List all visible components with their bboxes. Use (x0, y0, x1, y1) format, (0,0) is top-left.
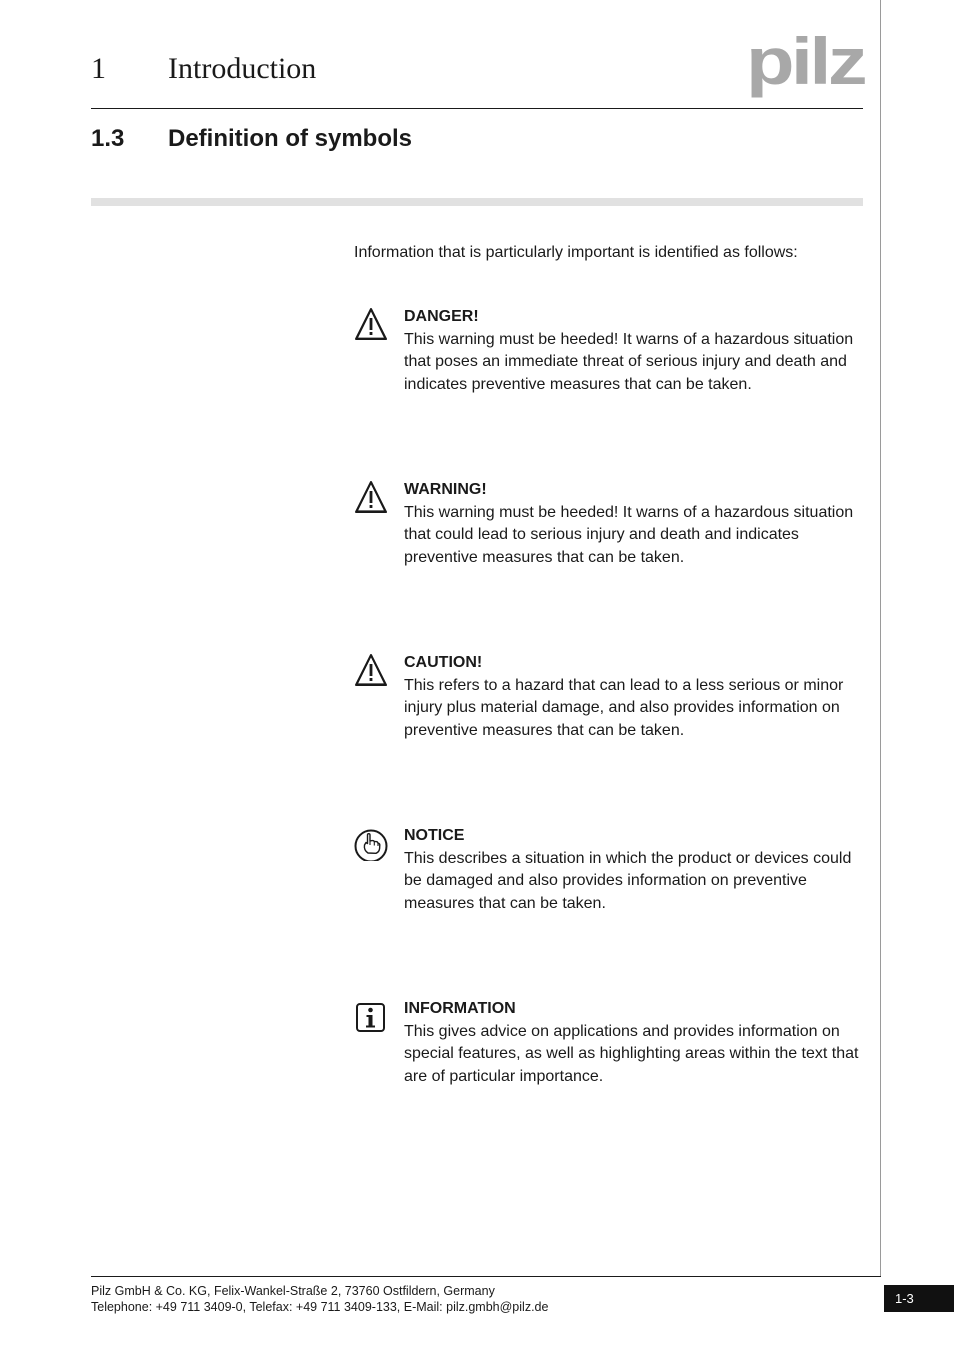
footer-rule (91, 1276, 881, 1277)
footer-contact: Telephone: +49 711 3409-0, Telefax: +49 711 3409-133, E-Mail: pilz.gmbh@pilz.de (91, 1300, 549, 1314)
section-divider-band (91, 198, 863, 206)
section-title: Definition of symbols (168, 125, 413, 152)
footer (91, 1283, 548, 1315)
notice-title: DANGER! (404, 308, 479, 325)
svg-text:pilz: pilz (746, 28, 866, 98)
notice-title: CAUTION! (404, 654, 483, 671)
notice-text: This describes a situation in which the product or devices could be damaged and also provides information on preventive measures that can be taken. (404, 849, 852, 912)
notice-text: This gives advice on applications and provides information on special features, as well as highlighting areas within the text that are of particular importance. (404, 1022, 859, 1085)
section-heading (91, 125, 412, 153)
page-margin-rule (880, 0, 881, 1276)
section-number: 1.3 (91, 125, 125, 152)
warning-triangle-icon (354, 652, 388, 688)
notice-title: NOTICE (404, 827, 465, 844)
page-number: 1-3 (884, 1285, 954, 1312)
pointing-hand-icon (354, 825, 388, 861)
header-rule (91, 108, 863, 109)
notice-text: This warning must be heeded! It warns of a hazardous situation that poses an immediate threat of serious injury and death and indicates preventive measures that can be taken. (404, 330, 854, 393)
warning-triangle-icon (354, 306, 388, 342)
notice-text: This warning must be heeded! It warns of a hazardous situation that could lead to serious injury and death and indicates preventive measures that can be taken. (404, 503, 854, 566)
chapter-number: 1 (91, 52, 106, 85)
pilz-logo (746, 28, 866, 98)
chapter-title: Introduction (168, 52, 317, 85)
notice-text: This refers to a hazard that can lead to a less serious or minor injury plus material damage, and also provides information on preventive measures that can be taken. (404, 676, 844, 739)
intro-paragraph: Information that is particularly important is identified as follows: (354, 244, 798, 261)
footer-address: Pilz GmbH & Co. KG, Felix-Wankel-Straße 2, 73760 Ostfildern, Germany (91, 1284, 495, 1298)
notice-title: INFORMATION (404, 1000, 516, 1017)
chapter-heading (91, 52, 316, 86)
warning-triangle-icon (354, 479, 388, 515)
information-icon (354, 998, 388, 1034)
notice-title: WARNING! (404, 481, 487, 498)
